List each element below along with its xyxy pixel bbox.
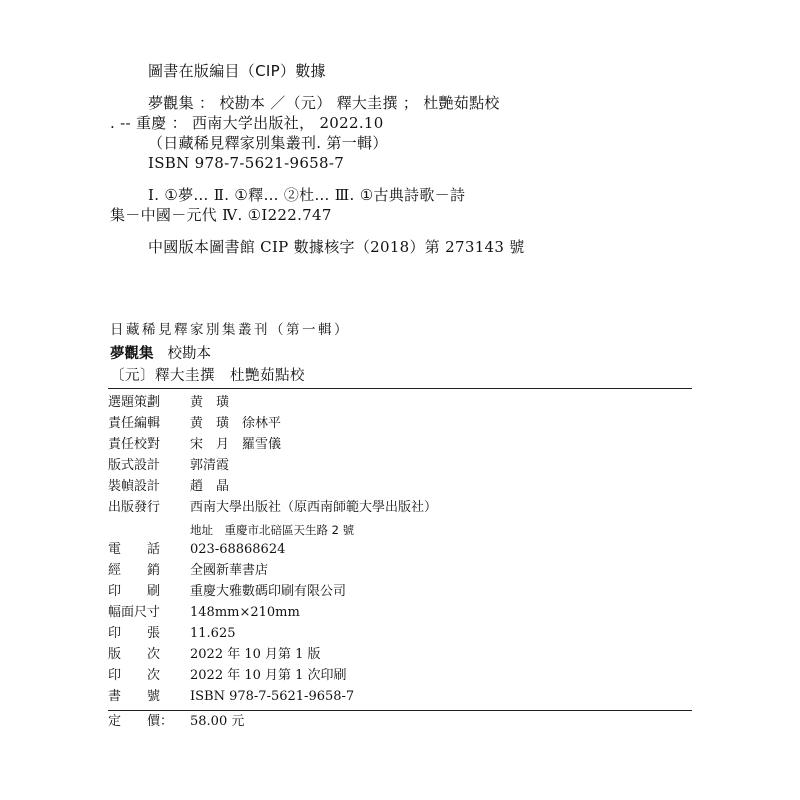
cip-publisher-line: . -- 重慶 ： 西南大学出版社， 2022.10 [110, 114, 384, 132]
row-value: 023-68868624 [190, 542, 286, 557]
cip-classification-line: Ⅰ. ①夢… Ⅱ. ①釋… ②杜… Ⅲ. ①古典詩歌－詩 [148, 186, 466, 204]
divider-top [108, 388, 692, 389]
colophon-row [108, 435, 281, 455]
row-label: 責任校對 [108, 437, 161, 452]
row-value: 11.625 [190, 626, 236, 641]
colophon-row [108, 687, 354, 707]
colophon-row [108, 624, 236, 644]
row-label: 版 次 [108, 647, 161, 662]
row-value: 黄 璜 [190, 395, 230, 410]
colophon-row [108, 393, 229, 413]
row-value: 全國新華書店 [190, 563, 269, 578]
cip-heading: 圖書在版編目（CIP）數據 [148, 62, 326, 80]
row-label: 印 張 [108, 626, 161, 641]
row-label: 幅面尺寸 [108, 605, 161, 620]
colophon-row [108, 666, 347, 686]
colophon-row [108, 582, 346, 602]
row-label: 印 刷 [108, 584, 161, 599]
price-value: 58.00 元 [190, 714, 245, 729]
row-label: 經 銷 [108, 563, 161, 578]
row-value: 148mm×210mm [190, 605, 300, 620]
colophon-row [108, 645, 321, 665]
row-value: ISBN 978-7-5621-9658-7 [190, 689, 355, 704]
row-value: 重慶大雅數碼印刷有限公司 [190, 584, 347, 599]
price-label: 定 價： [108, 714, 174, 729]
row-value: 2022 年 10 月第 1 次印刷 [190, 668, 347, 683]
row-label: 印 次 [108, 668, 161, 683]
colophon-row [108, 498, 437, 518]
cip-record-number: 中國版本圖書館 CIP 數據核字（2018）第 273143 號 [148, 238, 525, 256]
cip-title-line: 夢觀集 ： 校勘本 ／（元） 釋大圭撰 ； 杜艷茹點校 [148, 94, 500, 112]
colophon-row [108, 561, 268, 581]
divider-bottom [108, 710, 692, 711]
series-title: 日藏稀見釋家別集叢刊（第一輯） [110, 322, 350, 338]
row-label: 裝幀設計 [108, 479, 161, 494]
row-label: 責任編輯 [108, 416, 161, 431]
cip-series-line: （日藏稀見釋家別集叢刊. 第一輯） [148, 134, 388, 152]
cip-isbn-line: ISBN 978-7-5621-9658-7 [148, 154, 345, 172]
row-value: 2022 年 10 月第 1 版 [190, 647, 321, 662]
row-value: 黄 璜 徐林平 [190, 416, 282, 431]
book-title-sub: 校勘本 [167, 346, 211, 362]
colophon-row [108, 477, 229, 497]
cip-classification-cont: 集－中國－元代 Ⅳ. ①I222.747 [110, 206, 332, 224]
book-title [110, 342, 211, 363]
book-title-main: 夢觀集 [110, 346, 154, 362]
row-label: 書 號 [108, 689, 161, 704]
colophon-row [108, 456, 229, 476]
row-label: 出版發行 [108, 500, 161, 515]
publisher-address: 地址 重慶市北碚區天生路 2 號 [190, 523, 355, 537]
row-value: 宋 月 羅雪儀 [190, 437, 282, 452]
row-label: 電 話 [108, 542, 161, 557]
book-authors: 〔元〕釋大圭撰 杜艷茹點校 [110, 368, 305, 384]
price-row [108, 712, 244, 732]
row-value: 西南大學出版社（原西南師範大學出版社） [190, 500, 438, 515]
row-value: 趙 晶 [190, 479, 230, 494]
colophon-row [108, 540, 285, 560]
row-label: 選題策劃 [108, 395, 161, 410]
row-label: 版式設計 [108, 458, 161, 473]
row-value: 郭清霞 [190, 458, 230, 473]
colophon-row [108, 414, 281, 434]
colophon-row [108, 603, 300, 623]
